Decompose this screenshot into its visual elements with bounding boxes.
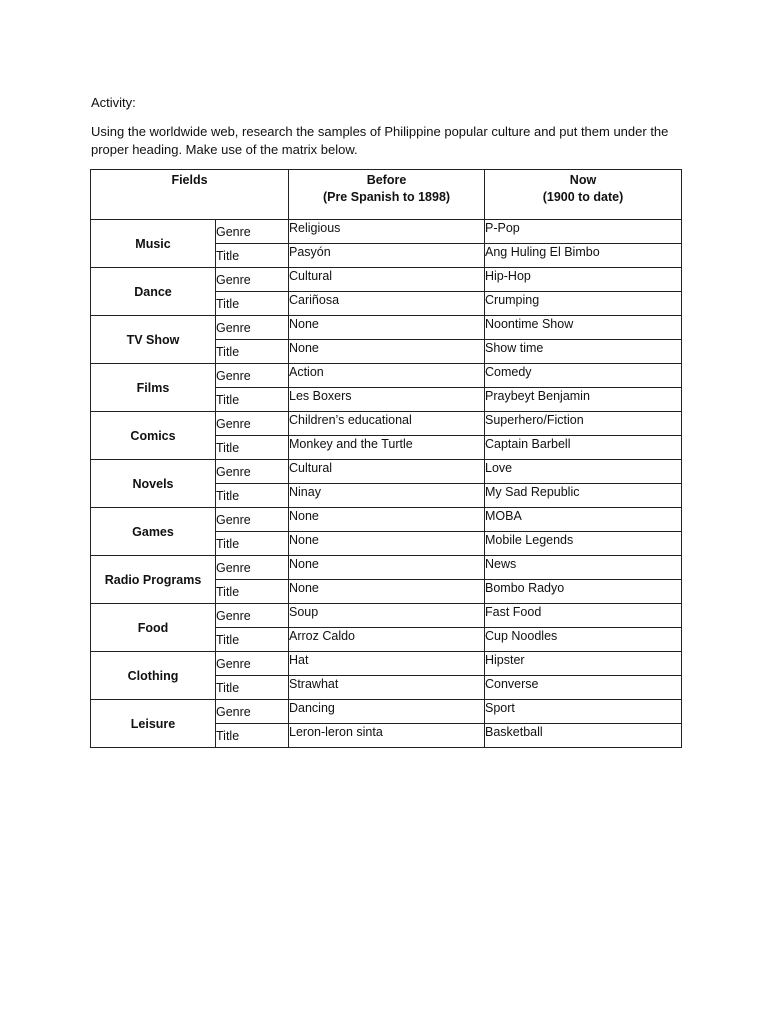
title-now-cell: Bombo Radyo [485,580,682,604]
header-now [485,170,682,220]
culture-matrix-table [90,169,682,748]
genre-now-cell: Love [485,460,682,484]
field-name-cell: Novels [91,460,216,508]
title-before-cell: Les Boxers [289,388,485,412]
title-now-cell: Captain Barbell [485,436,682,460]
title-now-cell: Mobile Legends [485,532,682,556]
field-name-cell: Food [91,604,216,652]
genre-before-cell: Cultural [289,268,485,292]
genre-label-cell: Genre [216,460,289,484]
title-label-cell: Title [216,724,289,748]
title-before-cell: None [289,340,485,364]
header-before-line-1: Before [366,173,407,187]
table-row [91,412,682,436]
genre-now-cell: MOBA [485,508,682,532]
instructions-line-1: Using the worldwide web, research the samples of Philippine popular culture and put them under the [91,124,669,139]
field-name-cell: Leisure [91,700,216,748]
instructions-paragraph [91,123,683,159]
title-before-cell: Monkey and the Turtle [289,436,485,460]
genre-label-cell: Genre [216,604,289,628]
genre-now-cell: Comedy [485,364,682,388]
genre-before-cell: Religious [289,220,485,244]
genre-before-cell: Children’s educational [289,412,485,436]
genre-now-cell: Fast Food [485,604,682,628]
title-label-cell: Title [216,532,289,556]
header-now-line-2: (1900 to date) [542,190,624,204]
title-label-cell: Title [216,244,289,268]
title-now-cell: Crumping [485,292,682,316]
title-now-cell: My Sad Republic [485,484,682,508]
field-name-cell: TV Show [91,316,216,364]
title-before-cell: None [289,580,485,604]
genre-now-cell: Hipster [485,652,682,676]
table-row [91,268,682,292]
genre-before-cell: Dancing [289,700,485,724]
field-name-cell: Radio Programs [91,556,216,604]
title-label-cell: Title [216,676,289,700]
field-name-cell: Dance [91,268,216,316]
genre-before-cell: None [289,508,485,532]
genre-now-cell: Sport [485,700,682,724]
title-label-cell: Title [216,628,289,652]
title-now-cell: Praybeyt Benjamin [485,388,682,412]
genre-label-cell: Genre [216,316,289,340]
title-label-cell: Title [216,436,289,460]
genre-before-cell: None [289,316,485,340]
title-now-cell: Basketball [485,724,682,748]
genre-now-cell: Hip-Hop [485,268,682,292]
genre-before-cell: Action [289,364,485,388]
genre-label-cell: Genre [216,652,289,676]
table-body [91,220,682,748]
title-before-cell: Pasyón [289,244,485,268]
header-fields-label: Fields [171,173,208,187]
header-fields [91,170,289,220]
genre-label-cell: Genre [216,412,289,436]
genre-now-cell: P-Pop [485,220,682,244]
title-now-cell: Converse [485,676,682,700]
title-label-cell: Title [216,580,289,604]
title-before-cell: Ninay [289,484,485,508]
genre-before-cell: None [289,556,485,580]
table-row [91,556,682,580]
table-header-row [91,170,682,220]
genre-label-cell: Genre [216,364,289,388]
title-now-cell: Ang Huling El Bimbo [485,244,682,268]
genre-before-cell: Hat [289,652,485,676]
genre-now-cell: Noontime Show [485,316,682,340]
table-row [91,460,682,484]
title-label-cell: Title [216,340,289,364]
header-before-line-2: (Pre Spanish to 1898) [322,190,451,204]
genre-label-cell: Genre [216,220,289,244]
table-row [91,700,682,724]
title-now-cell: Show time [485,340,682,364]
header-now-line-1: Now [569,173,597,187]
genre-label-cell: Genre [216,556,289,580]
instructions-line-2: proper heading. Make use of the matrix below. [91,142,358,157]
table-row [91,220,682,244]
field-name-cell: Films [91,364,216,412]
field-name-cell: Music [91,220,216,268]
genre-label-cell: Genre [216,268,289,292]
title-before-cell: None [289,532,485,556]
title-now-cell: Cup Noodles [485,628,682,652]
table-row [91,508,682,532]
title-before-cell: Arroz Caldo [289,628,485,652]
genre-before-cell: Soup [289,604,485,628]
field-name-cell: Clothing [91,652,216,700]
genre-now-cell: Superhero/Fiction [485,412,682,436]
table-row [91,364,682,388]
field-name-cell: Games [91,508,216,556]
activity-label: Activity: [91,95,136,110]
title-label-cell: Title [216,292,289,316]
title-before-cell: Cariñosa [289,292,485,316]
title-before-cell: Leron-leron sinta [289,724,485,748]
table-row [91,316,682,340]
title-label-cell: Title [216,484,289,508]
field-name-cell: Comics [91,412,216,460]
title-label-cell: Title [216,388,289,412]
header-before [289,170,485,220]
table-row [91,652,682,676]
genre-label-cell: Genre [216,508,289,532]
genre-before-cell: Cultural [289,460,485,484]
genre-label-cell: Genre [216,700,289,724]
genre-now-cell: News [485,556,682,580]
title-before-cell: Strawhat [289,676,485,700]
table-row [91,604,682,628]
